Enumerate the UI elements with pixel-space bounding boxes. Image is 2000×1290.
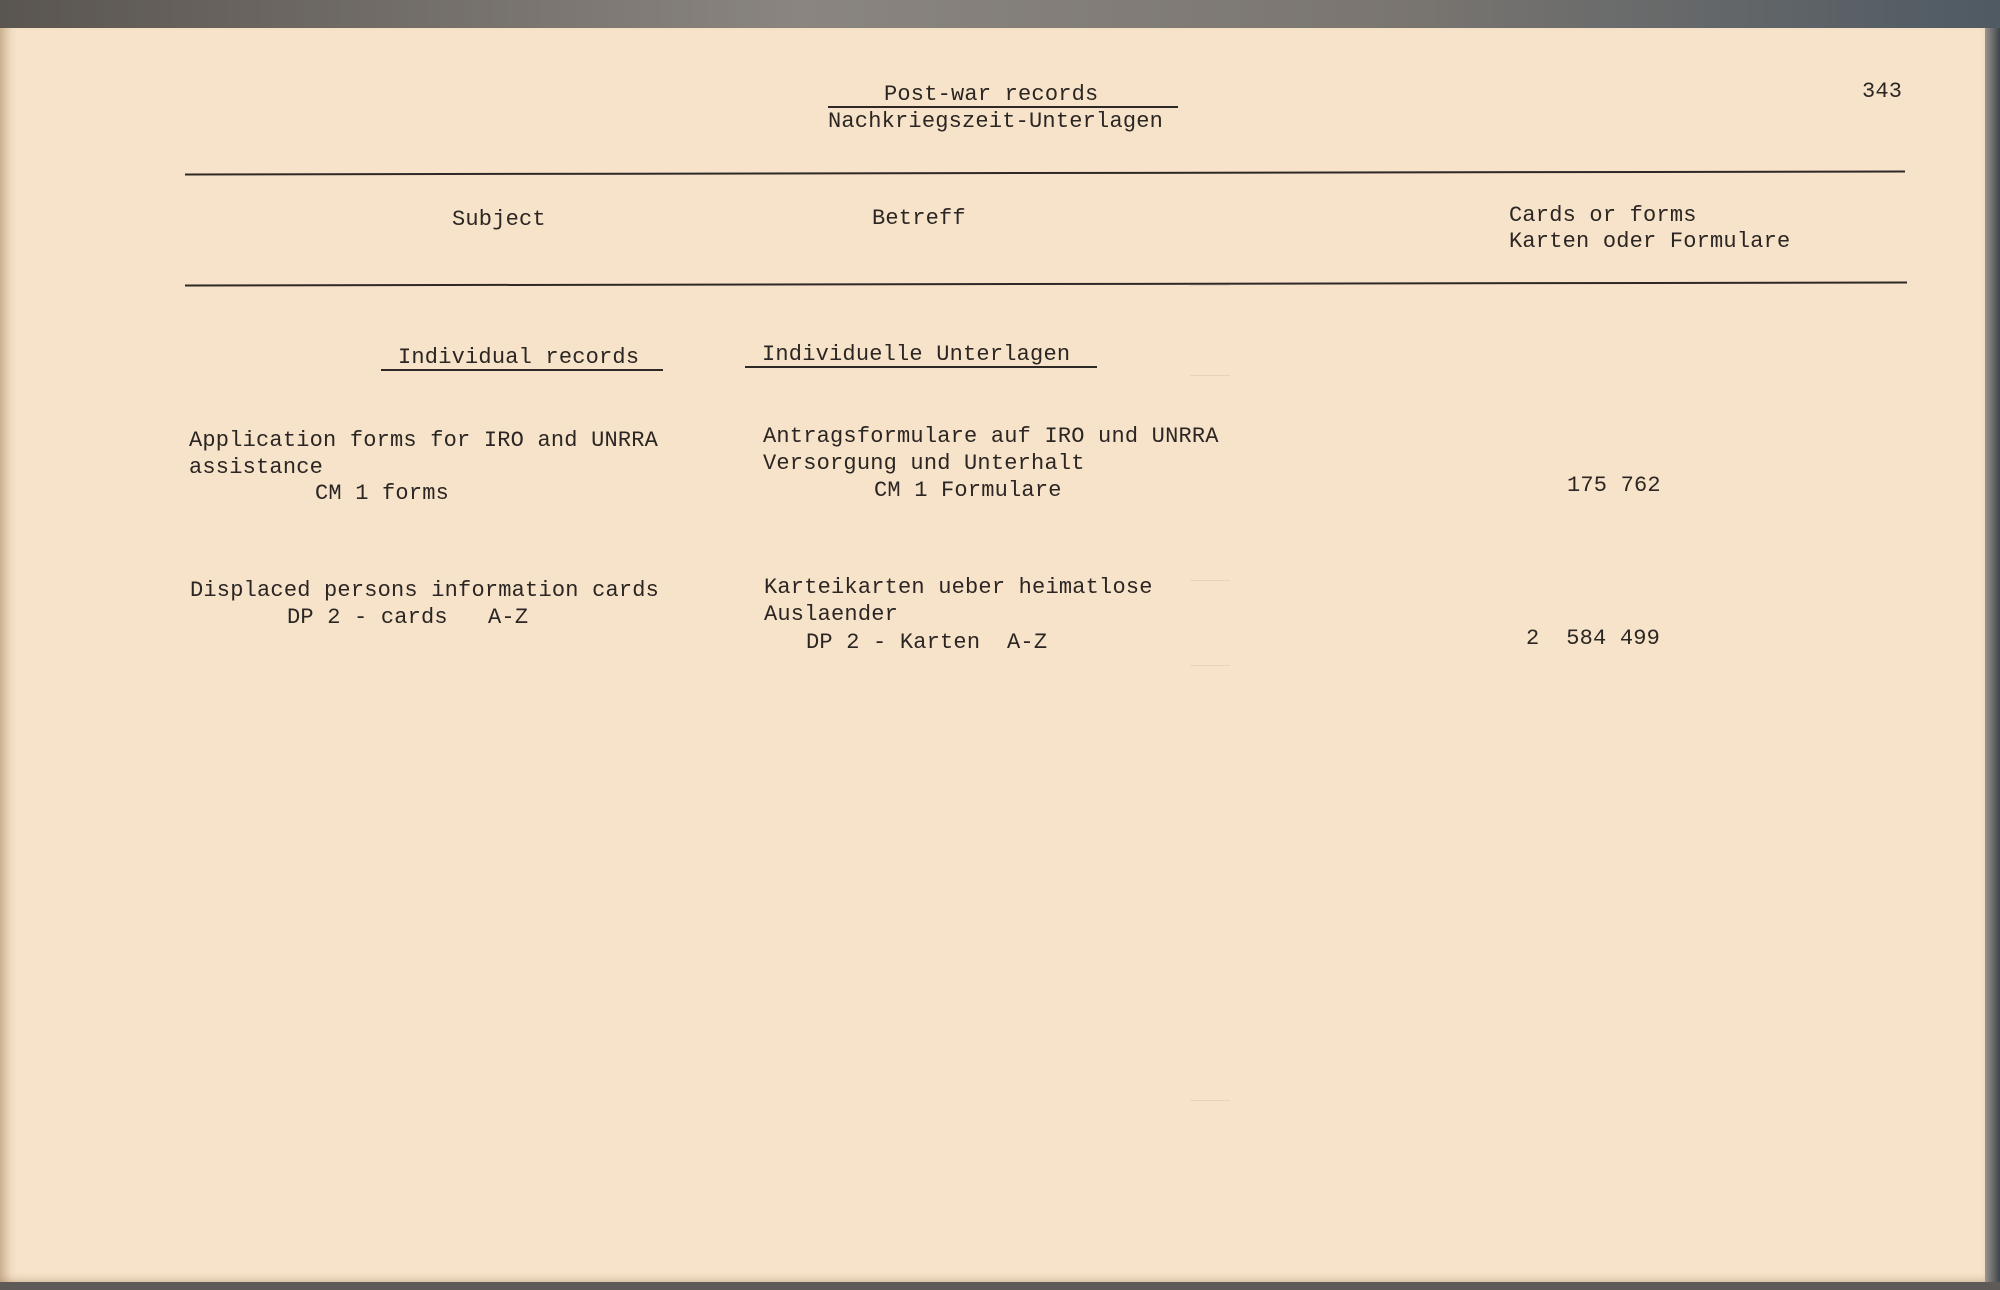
entry-betreff-line: Versorgung und Unterhalt — [763, 451, 1085, 476]
show-through-mark — [1190, 580, 1230, 581]
entry-subject-line: DP 2 - cards A-Z — [287, 605, 529, 630]
entry-count: 2 584 499 — [1526, 626, 1661, 651]
show-through-mark — [1190, 375, 1230, 376]
section-heading-english: Individual records — [398, 345, 640, 370]
entry-subject-line: Displaced persons information cards — [190, 578, 660, 603]
show-through-mark — [1190, 285, 1230, 286]
entry-betreff-line: Auslaender — [764, 602, 899, 627]
entry-subject-line: CM 1 forms — [315, 481, 450, 506]
show-through-mark — [1190, 1100, 1230, 1101]
bottom-background-edge — [0, 1282, 2000, 1290]
entry-betreff-line: DP 2 - Karten A-Z — [806, 630, 1048, 655]
entry-subject-line: assistance — [189, 455, 324, 480]
column-header-count-english: Cards or forms — [1509, 203, 1697, 228]
section-heading-german: Individuelle Unterlagen — [762, 342, 1071, 367]
right-background-edge — [1985, 28, 2000, 1290]
entry-betreff-line: Karteikarten ueber heimatlose — [764, 575, 1153, 600]
page-number: 343 — [1862, 79, 1903, 104]
section-heading-english-underline — [381, 369, 663, 371]
entry-betreff-line: Antragsformulare auf IRO und UNRRA — [763, 424, 1219, 449]
title-english: Post-war records — [884, 82, 1099, 107]
entry-betreff-line: CM 1 Formulare — [874, 478, 1062, 503]
column-header-count-german: Karten oder Formulare — [1509, 229, 1791, 254]
title-german: Nachkriegszeit-Unterlagen — [828, 109, 1164, 134]
entry-subject-line: Application forms for IRO and UNRRA — [189, 428, 659, 453]
column-header-betreff: Betreff — [872, 206, 966, 231]
section-heading-german-underline — [745, 366, 1097, 368]
column-header-subject: Subject — [452, 207, 546, 232]
entry-count: 175 762 — [1567, 473, 1661, 498]
show-through-mark — [1190, 665, 1230, 666]
